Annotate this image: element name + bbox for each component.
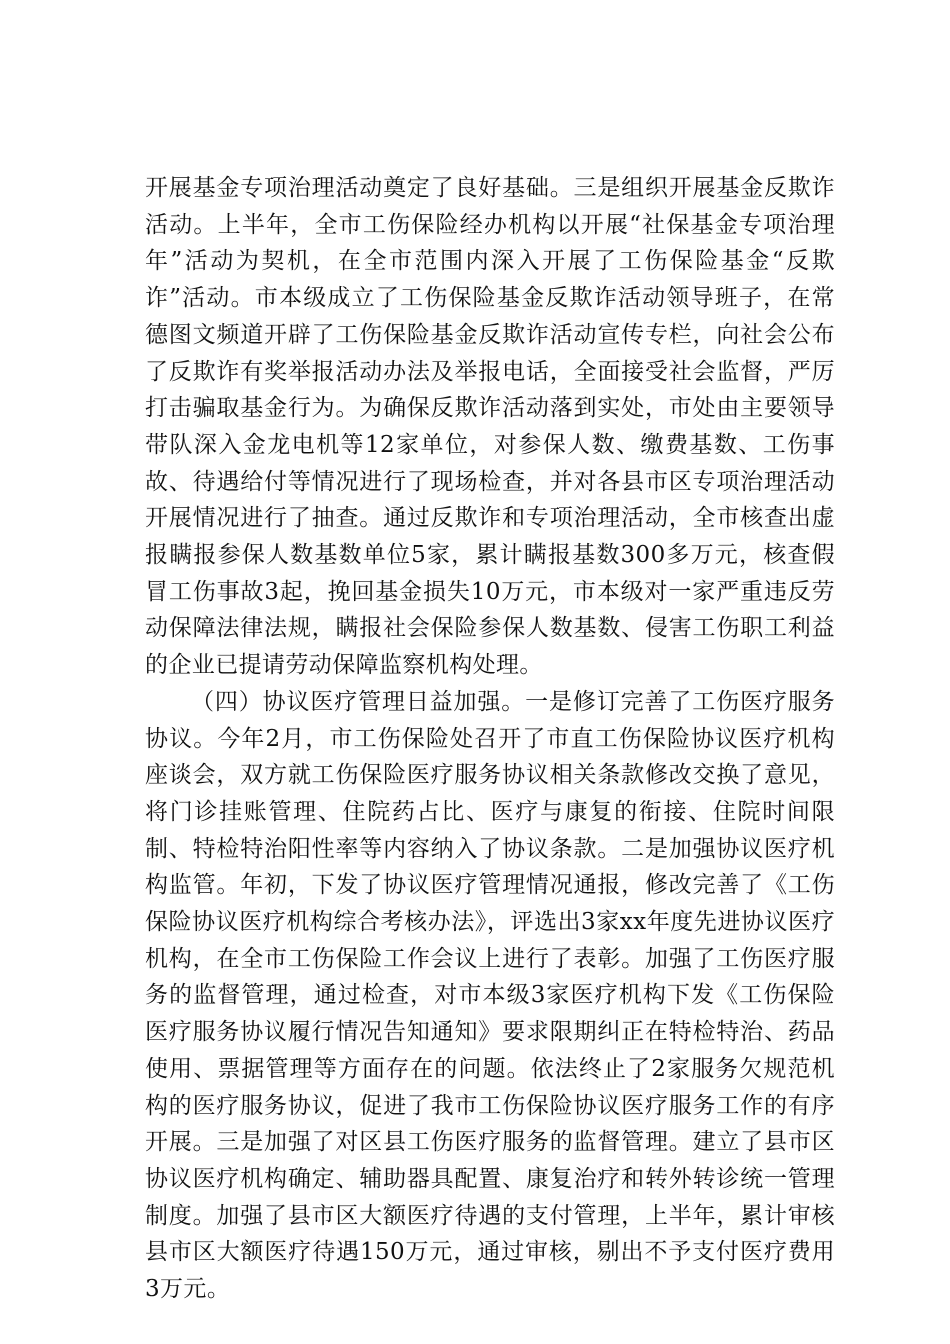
paragraph-fund-anti-fraud: 开展基金专项治理活动奠定了良好基础。三是组织开展基金反欺诈活动。上半年，全市工伤保险经办机构以开展“社保基金专项治理年”活动为契机，在全市范围内深入开展了工伤保险基金“反欺诈”活动。市本级成立了工伤保险基金反欺诈活动领导班子，在常德图文频道开辟了工伤保险基金反欺诈活动宣传专栏，向社会公布了反欺诈有奖举报活动办法及举报电话，全面接受社会监督，严厉打击骗取基金行为。为确保反欺诈活动落到实处，市处由主要领导带队深入金龙电机等12家单位，对参保人数、缴费基数、工伤事故、待遇给付等情况进行了现场检查，并对各县市区专项治理活动开展情况进行了抽查。通过反欺诈和专项治理活动，全市核查出虚报瞒报参保人数基数单位5家，累计瞒报基数300多万元，核查假冒工伤事故3起，挽回基金损失10万元，市本级对一家严重违反劳动保障法律法规，瞒报社会保险参保人数基数、侵害工伤职工利益的企业已提请劳动保障监察机构处理。 bbox=[145, 175, 835, 679]
document-body bbox=[145, 170, 835, 1308]
paragraph-medical-agreement: （四）协议医疗管理日益加强。一是修订完善了工伤医疗服务协议。今年2月，市工伤保险处召开了市直工伤保险协议医疗机构座谈会，双方就工伤保险医疗服务协议相关条款修改交换了意见，将门诊挂账管理、住院药占比、医疗与康复的衔接、住院时间限制、特检特治阳性率等内容纳入了协议条款。二是加强协议医疗机构监管。年初，下发了协议医疗管理情况通报，修改完善了《工伤保险协议医疗机构综合考核办法》，评选出3家xx年度先进协议医疗机构，在全市工伤保险工作会议上进行了表彰。加强了工伤医疗服务的监督管理，通过检查，对市本级3家医疗机构下发《工伤保险医疗服务协议履行情况告知通知》要求限期纠正在特检特治、药品使用、票据管理等方面存在的问题。依法终止了2家服务欠规范机构的医疗服务协议，促进了我市工伤保险协议医疗服务工作的有序开展。三是加强了对区县工伤医疗服务的监督管理。建立了县市区协议医疗机构确定、辅助器具配置、康复治疗和转外转诊统一管理制度。加强了县市区大额医疗待遇的支付管理，上半年，累计审核县市区大额医疗待遇150万元，通过审核，剔出不予支付医疗费用3万元。 bbox=[145, 688, 835, 1303]
